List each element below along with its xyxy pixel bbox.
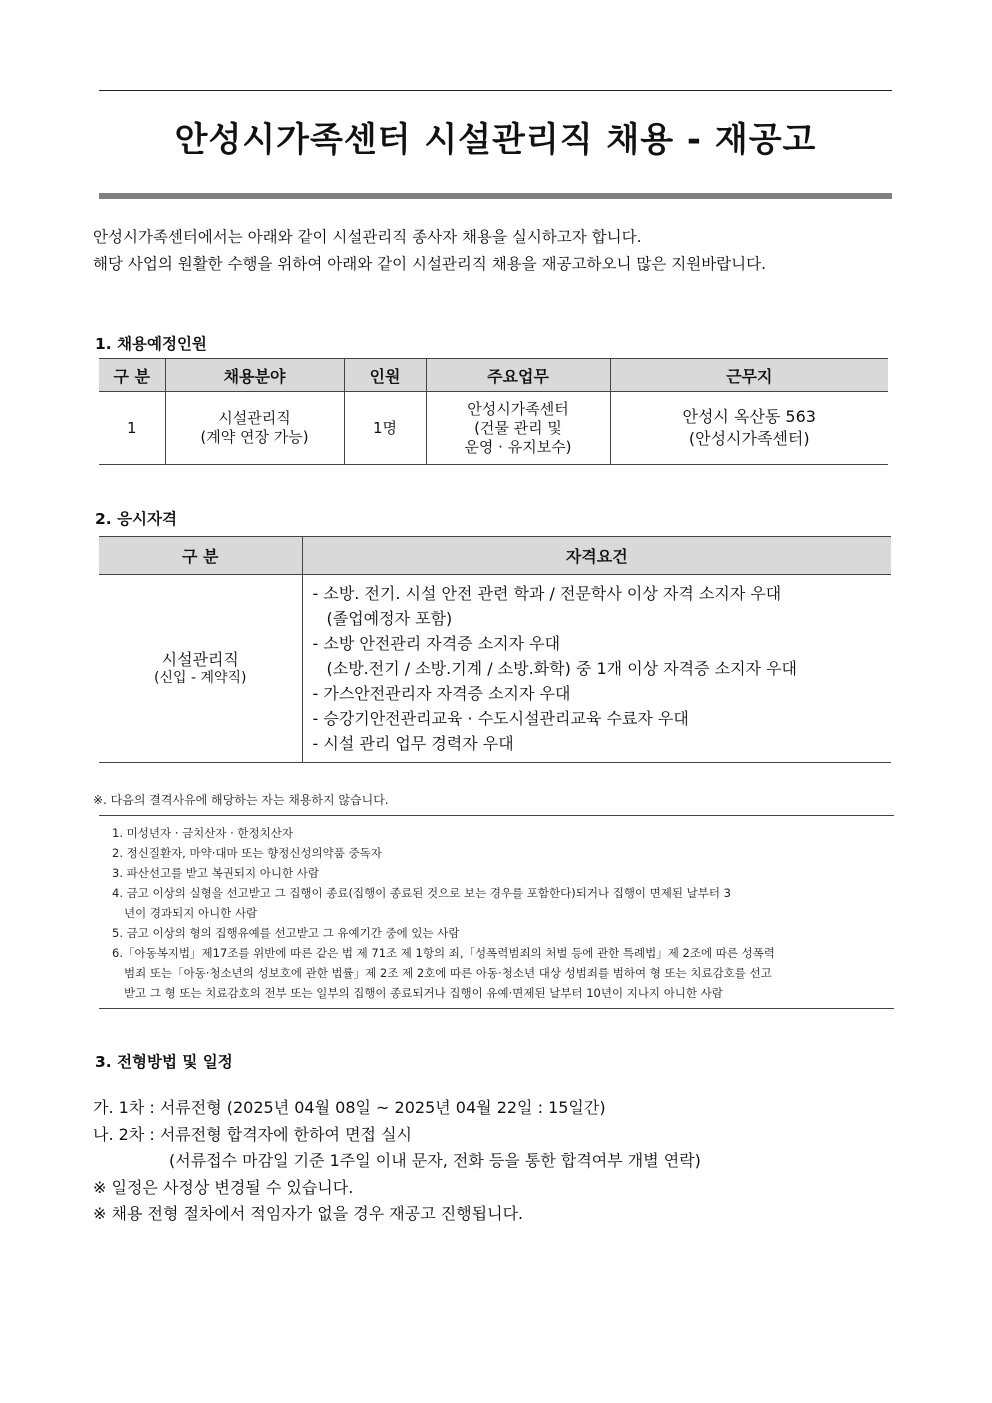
schedule-item: (서류접수 마감일 기준 1주일 이내 문자, 전화 등을 통한 합격여부 개별 연락) <box>169 1151 701 1170</box>
category-type: (신입 - 계약직) <box>154 669 247 686</box>
requirement-item: (소방.전기 / 소방.기계 / 소방.화학) 중 1개 이상 자격증 소지자 우대 <box>326 659 798 678</box>
location-name: (안성시가족센터) <box>688 429 810 448</box>
requirement-item: - 승강기안전관리교육 · 수도시설관리교육 수료자 우대 <box>312 709 689 728</box>
list-item: 범죄 또는「아동·청소년의 성보호에 관한 법률」제 2조 제 2호에 따른 아동·청소년 대상 성범죄를 범하여 형 또는 치료감호를 선고 <box>124 966 772 980</box>
title-underline <box>99 193 892 199</box>
requirement-item: - 소방. 전기. 시설 안전 관련 학과 / 전문학사 이상 자격 소지자 우대 <box>312 584 782 603</box>
schedule-item: ※ 채용 전형 절차에서 적임자가 없을 경우 재공고 진행됩니다. <box>93 1204 524 1223</box>
duty-line: 운영 · 유지보수) <box>464 437 572 456</box>
header-category: 구 분 <box>99 537 302 575</box>
intro-line: 안성시가족센터에서는 아래와 같이 시설관리직 종사자 채용을 실시하고자 합니다. <box>93 228 642 246</box>
header-duty: 주요업무 <box>426 359 610 392</box>
requirement-item: - 가스안전관리자 자격증 소지자 우대 <box>312 684 571 703</box>
requirement-item: - 시설 관리 업무 경력자 우대 <box>312 734 514 753</box>
header-location: 근무지 <box>610 359 888 392</box>
requirements-cell <box>302 575 891 763</box>
page-title: 안성시가족센터 시설관리직 채용 - 재공고 <box>174 120 817 160</box>
header-requirements: 자격요건 <box>302 537 891 575</box>
intro-paragraph <box>93 224 913 278</box>
header-field: 채용분야 <box>165 359 344 392</box>
disqualification-list <box>112 823 888 1003</box>
section2-heading: 2. 응시자격 <box>95 510 177 528</box>
table-row <box>99 392 888 465</box>
row-count: 1명 <box>344 392 426 465</box>
row-duty <box>426 392 610 465</box>
field-note: (계약 연장 가능) <box>200 428 309 446</box>
category-name: 시설관리직 <box>161 649 239 669</box>
row-number: 1 <box>99 392 165 465</box>
list-item: 1. 미성년자 · 금치산자 · 한정치산자 <box>112 826 293 840</box>
table-row <box>99 575 891 763</box>
intro-line: 해당 사업의 원활한 수행을 위하여 아래와 같이 시설관리직 채용을 재공고하오니 많은 지원바랍니다. <box>93 255 767 273</box>
location-address: 안성시 옥산동 563 <box>682 407 816 426</box>
list-item: 6.「아동복지법」제17조를 위반에 따른 같은 법 제 71조 제 1항의 죄,「성폭력범죄의 처벌 등에 관한 특례법」제 2조에 따른 성폭력 <box>112 946 775 960</box>
table-header-row <box>99 359 888 392</box>
row-location <box>610 392 888 465</box>
list-item: 5. 금고 이상의 형의 집행유예를 선고받고 그 유예기간 중에 있는 사람 <box>112 926 460 940</box>
schedule-item: ※ 일정은 사정상 변경될 수 있습니다. <box>93 1177 354 1197</box>
row-field <box>165 392 344 465</box>
list-item: 4. 금고 이상의 실형을 선고받고 그 집행이 종료(집행이 종료된 것으로 보는 경우를 포함한다)되거나 집행이 면제된 날부터 3 <box>112 886 731 900</box>
qualification-table <box>99 536 891 763</box>
duty-line: 안성시가족센터 <box>467 399 569 418</box>
top-divider <box>99 90 892 91</box>
header-category: 구 분 <box>99 359 165 392</box>
header-count: 인원 <box>344 359 426 392</box>
section3-heading: 3. 전형방법 및 일정 <box>95 1053 233 1071</box>
recruitment-table <box>99 358 888 465</box>
requirement-item: - 소방 안전관리 자격증 소지자 우대 <box>312 634 561 653</box>
disqualification-note: ※. 다음의 결격사유에 해당하는 자는 채용하지 않습니다. <box>93 793 389 807</box>
table-header-row <box>99 537 891 575</box>
schedule-list <box>93 1095 893 1228</box>
schedule-item: 나. 2차 : 서류전형 합격자에 한하여 면접 실시 <box>93 1124 413 1144</box>
duty-line: (건물 관리 및 <box>474 418 562 437</box>
list-item: 받고 그 형 또는 치료감호의 전부 또는 일부의 집행이 종료되거나 집행이 유예·면제된 날부터 10년이 지나지 아니한 사람 <box>124 986 723 1000</box>
schedule-item: 가. 1차 : 서류전형 (2025년 04월 08일 ~ 2025년 04월 22일 : 15일간) <box>93 1098 606 1117</box>
list-item: 3. 파산선고를 받고 복권되지 아니한 사람 <box>112 866 319 880</box>
section1-heading: 1. 채용예정인원 <box>95 335 207 353</box>
list-item: 년이 경과되지 아니한 사람 <box>124 906 258 920</box>
list-item: 2. 정신질환자, 마약·대마 또는 향정신성의약품 중독자 <box>112 846 382 860</box>
requirement-item: (졸업예정자 포함) <box>326 609 453 628</box>
qualification-category <box>99 575 302 763</box>
field-name: 시설관리직 <box>218 409 291 427</box>
